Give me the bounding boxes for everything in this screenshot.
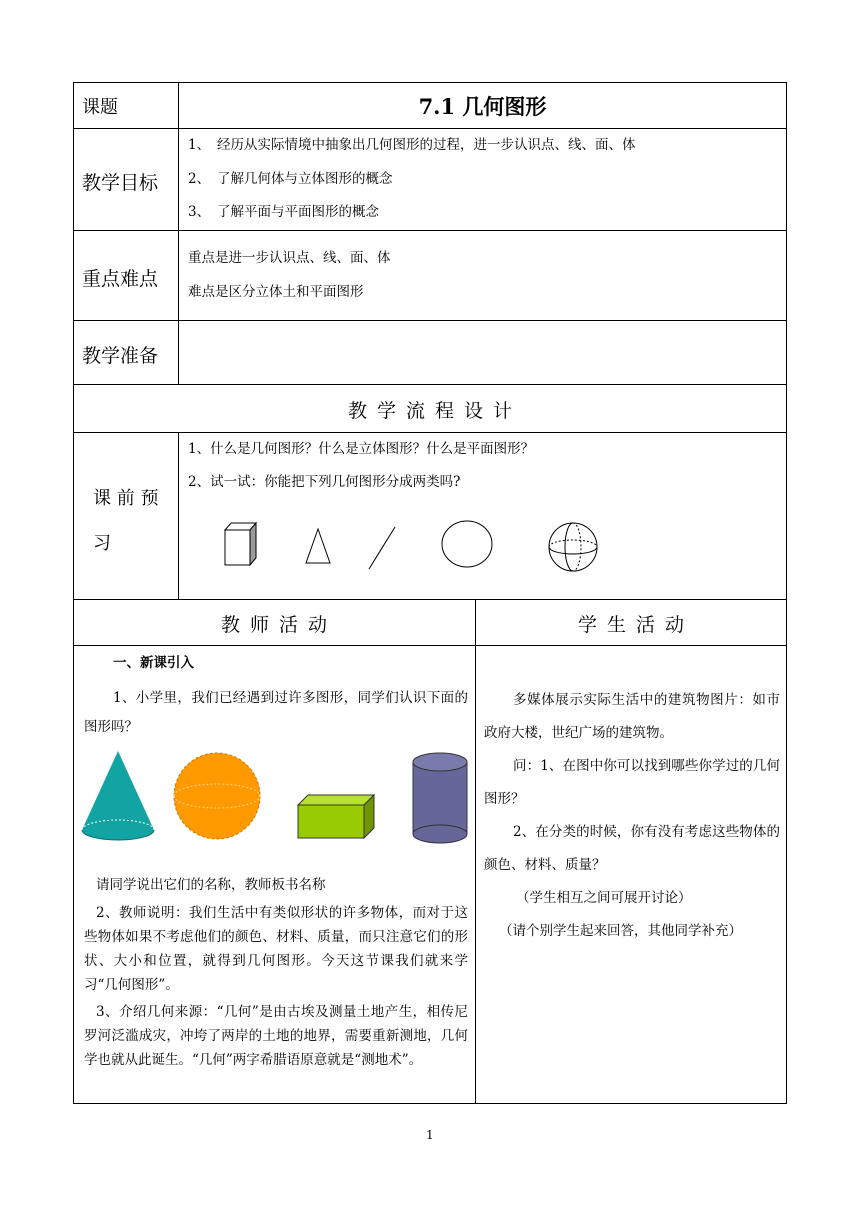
preview-label-cont: 习: [93, 533, 111, 554]
teacher-paragraph-1: 1、小学里，我们已经遇到过许多图形，同学们认识下面的图形吗？: [84, 690, 468, 735]
preview-question-1: 1、什么是几何图形？什么是立体图形？什么是平面图形？: [188, 441, 535, 457]
row-divider: [73, 432, 787, 433]
page-number: 1: [426, 1128, 434, 1142]
triangle-icon: [302, 526, 334, 566]
student-activity-header: 学生活动: [577, 614, 694, 636]
cube-icon: [220, 520, 262, 568]
teacher-paragraph-4: 3、介绍几何来源：“几何”是由古埃及测量土地产生，相传尼罗河泛滥成灾，冲垮了两岸的土地的地界，需要重新测地，几何学也就从此诞生。“几何”两字希腊语原意就是“测地术”。: [84, 1004, 468, 1068]
student-paragraph-1: 多媒体展示实际生活中的建筑物图片：如市政府大楼，世纪广场的建筑物。: [484, 692, 780, 741]
student-paragraph-4: （学生相互之间可展开讨论）: [516, 890, 692, 906]
goal-item-2: 了解几何体与立体图形的概念: [217, 171, 393, 187]
row-divider: [73, 645, 787, 646]
ball-icon: [172, 751, 262, 841]
lesson-title: 7.1 几何图形: [418, 94, 547, 119]
keypoint-item: 重点是进一步认识点、线、面、体: [188, 250, 391, 266]
goal-item-3: 了解平面与平面图形的概念: [217, 204, 379, 220]
student-paragraph-3: 2、在分类的时候，你有没有考虑这些物体的颜色、材料、质量？: [484, 824, 780, 873]
goal-item-1: 经历从实际情境中抽象出几何图形的过程，进一步认识点、线、面、体: [217, 137, 636, 153]
row-divider: [73, 599, 787, 600]
cone-icon: [80, 748, 156, 844]
label-column-divider: [178, 432, 179, 599]
cuboid-icon: [296, 793, 380, 841]
cylinder-icon: [410, 750, 470, 846]
keypoint-item: 难点是区分立体土和平面图形: [188, 284, 364, 300]
preview-question-2: 2、试一试：你能把下列几何图形分成两类吗?: [188, 474, 461, 490]
circle-icon: [438, 518, 496, 570]
keypoints-label: 重点难点: [82, 268, 159, 290]
flow-header: 教学流程设计: [347, 400, 522, 422]
sphere-icon: [545, 521, 601, 573]
label-column-divider: [178, 82, 179, 384]
row-divider: [73, 128, 787, 129]
section-title: 一、新课引入: [113, 655, 194, 671]
row-divider: [73, 320, 787, 321]
goal-item-1-num: 1、: [188, 137, 211, 153]
prep-label: 教学准备: [82, 345, 159, 367]
row-divider: [73, 230, 787, 231]
teacher-paragraph-2: 请同学说出它们的名称，教师板书名称: [96, 877, 326, 893]
activity-column-divider: [475, 599, 476, 1104]
student-paragraph-5: （请个别学生起来回答，其他同学补充）: [499, 923, 742, 939]
goals-label: 教学目标: [82, 172, 159, 194]
goal-item-2-num: 2、: [188, 171, 211, 187]
student-paragraph-2: 问：1、在图中你可以找到哪些你学过的几何图形？: [484, 758, 780, 807]
teacher-paragraph-3: 2、教师说明：我们生活中有类似形状的许多物体，而对于这些物体如果不考虑他们的颜色、材料、质量，而只注意它们的形状、大小和位置，就得到几何图形。今天这节课我们就来学习“几何图形”。: [84, 905, 468, 993]
preview-label: 课 前 预: [93, 488, 159, 509]
row-divider: [73, 384, 787, 385]
line-segment-icon: [362, 522, 402, 572]
topic-label: 课题: [82, 97, 118, 118]
goal-item-3-num: 3、: [188, 204, 211, 220]
teacher-activity-header: 教师活动: [220, 614, 337, 636]
